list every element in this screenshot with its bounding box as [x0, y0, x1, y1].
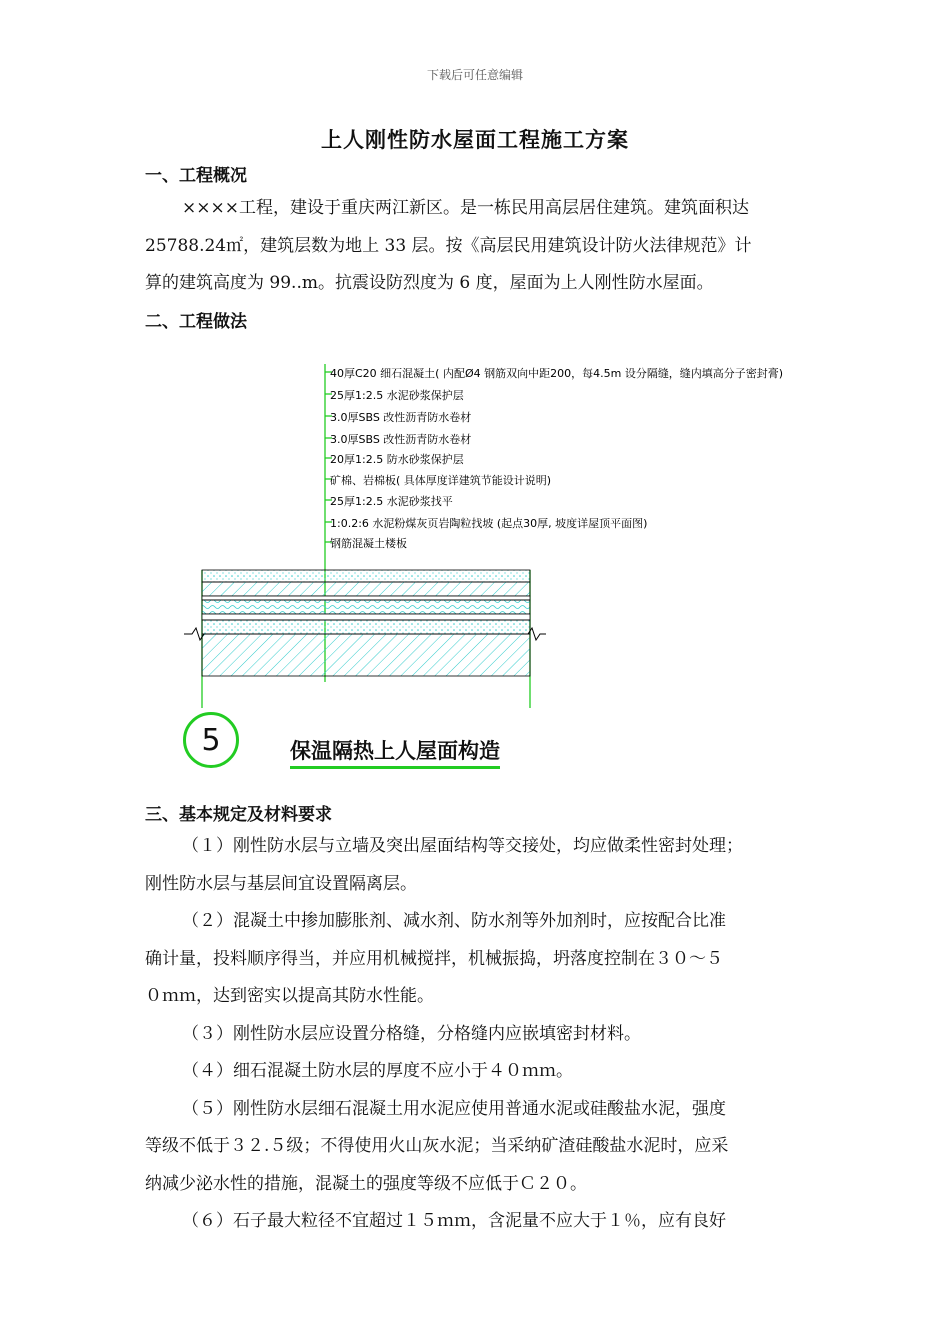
section-heading-requirements: 三、基本规定及材料要求 — [145, 805, 332, 825]
requirement-line-6: （３）刚性防水层应设置分格缝，分格缝内应嵌填密封材料。 — [182, 1023, 641, 1044]
layer-leveling — [202, 614, 530, 620]
overview-line-1: ××××工程，建设于重庆两江新区。是一栋民用高层居住建筑。建筑面积达 — [182, 198, 749, 218]
layer-label-6: 矿棉、岩棉板( 具体厚度详建筑节能设计说明) — [330, 474, 552, 487]
requirement-line-9: 等级不低于３２.５级；不得使用火山灰水泥；当采纳矿渣硅酸盐水泥时，应采 — [145, 1136, 729, 1156]
requirement-line-4: 确计量，投料顺序得当，并应用机械搅拌，机械振捣，坍落度控制在３０～５ — [145, 948, 723, 969]
section-heading-method: 二、工程做法 — [145, 312, 247, 332]
requirement-line-3: （２）混凝土中掺加膨胀剂、减水剂、防水剂等外加剂时，应按配合比准 — [182, 911, 726, 931]
section-heading-overview: 一、工程概况 — [145, 166, 247, 186]
requirement-line-7: （４）细石混凝土防水层的厚度不应小于４０ｍｍ。 — [182, 1061, 573, 1081]
requirement-line-8: （５）刚性防水层细石混凝土用水泥应使用普通水泥或硅酸盐水泥，强度 — [182, 1098, 726, 1119]
layer-label-1: 40厚C20 细石混凝土( 内配Ø4 钢筋双向中距200，每4.5m 设分隔缝，缝内填高分子密封膏) — [330, 367, 784, 380]
overview-line-2: 25788.24㎡，建筑层数为地上 33 层。按《高层民用建筑设计防火法律规范》计 — [145, 235, 752, 256]
requirement-line-1: （１）刚性防水层与立墙及突出屋面结构等交接处，均应做柔性密封处理； — [182, 836, 743, 856]
layer-concrete-top — [202, 570, 530, 582]
layer-label-7: 25厚1:2.5 水泥砂浆找平 — [330, 495, 453, 508]
layer-slope — [202, 620, 530, 634]
requirements-paragraphs — [145, 828, 815, 1241]
detail-caption: 保温隔热上人屋面构造 — [290, 735, 500, 769]
layer-label-5: 20厚1:2.5 防水砂浆保护层 — [330, 453, 464, 466]
layer-label-8: 1:0.2:6 水泥粉煤灰页岩陶粒找坡 (起点30厚, 坡度详屋顶平面图) — [330, 517, 648, 530]
layer-label-4: 3.0厚SBS 改性沥青防水卷材 — [330, 433, 472, 446]
layer-insulation — [202, 600, 530, 614]
header-note: 下载后可任意编辑 — [426, 68, 523, 82]
layer-slab — [202, 634, 530, 676]
overview-line-3: 算的建筑高度为 99..m。抗震设防烈度为 6 度，屋面为上人刚性防水屋面。 — [145, 273, 714, 293]
requirement-line-2: 刚性防水层与基层间宜设置隔离层。 — [145, 873, 417, 894]
requirement-line-10: 纳减少泌水性的措施，混凝土的强度等级不应低于Ｃ２０。 — [145, 1173, 587, 1194]
layer-label-2: 25厚1:2.5 水泥砂浆保护层 — [330, 389, 464, 402]
layer-mortar — [202, 582, 530, 596]
layer-membrane — [202, 596, 530, 600]
requirement-line-11: （６）石子最大粒径不宜超过１５ｍｍ，含泥量不应大于１％，应有良好 — [182, 1211, 726, 1231]
requirement-line-5: ０ｍｍ，达到密实以提高其防水性能。 — [145, 986, 434, 1006]
overview-paragraph — [145, 190, 815, 303]
document-title: 上人刚性防水屋面工程施工方案 — [321, 127, 629, 152]
layer-label-9: 钢筋混凝土楼板 — [330, 537, 407, 550]
layer-label-3: 3.0厚SBS 改性沥青防水卷材 — [330, 411, 472, 424]
detail-number-circle: 5 — [183, 712, 239, 768]
